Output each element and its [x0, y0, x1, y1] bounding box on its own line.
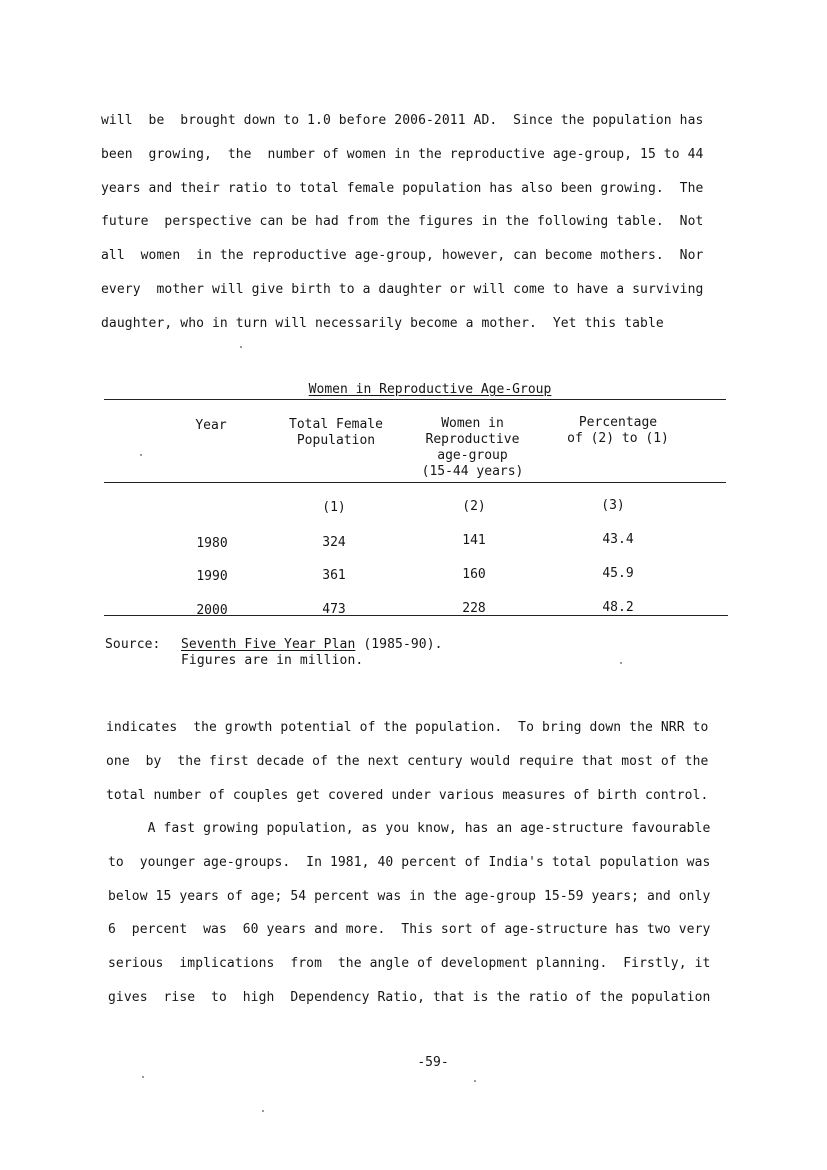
text-line: 6 percent was 60 years and more. This sort of age-structure has two very [108, 922, 711, 937]
text-line: every mother will give birth to a daughter or will come to have a surviving [101, 282, 704, 297]
cell-year: 2000 [196, 603, 228, 618]
header-rule [104, 482, 726, 483]
text-line: will be brought down to 1.0 before 2006-2011 AD. Since the population has [101, 113, 704, 128]
source-years: (1985-90). [355, 637, 443, 652]
table-top-rule [104, 399, 726, 400]
scan-speck [140, 454, 142, 456]
cell-pct: 45.9 [602, 566, 634, 581]
cell-total: 473 [322, 602, 346, 617]
scan-speck [240, 346, 242, 348]
source-citation: Seventh Five Year Plan [181, 637, 356, 652]
text-line: one by the first decade of the next century would require that most of the [106, 754, 709, 769]
header-total-female: Total Female Population [289, 417, 383, 448]
text-line: total number of couples get covered under various measures of birth control. [106, 788, 709, 803]
cell-women: 228 [462, 601, 486, 616]
text-line: future perspective can be had from the figures in the following table. Not [101, 214, 704, 229]
cell-year: 1980 [196, 536, 228, 551]
text-line: serious implications from the angle of development planning. Firstly, it [108, 956, 711, 971]
col-number: (1) [322, 500, 346, 515]
text-line: A fast growing population, as you know, has an age-structure favourable [108, 821, 711, 836]
source-label: Source: [105, 637, 161, 652]
text-line: to younger age-groups. In 1981, 40 percent of India's total population was [108, 855, 711, 870]
scan-speck [620, 662, 622, 664]
cell-pct: 43.4 [602, 532, 634, 547]
text-line: years and their ratio to total female population has also been growing. The [101, 181, 704, 196]
text-line: below 15 years of age; 54 percent was in the age-group 15-59 years; and only [108, 889, 711, 904]
table-title: Women in Reproductive Age-Group [308, 382, 552, 397]
scan-speck [142, 1076, 144, 1078]
scan-speck [474, 1080, 476, 1082]
text-line: daughter, who in turn will necessarily become a mother. Yet this table [101, 316, 664, 331]
cell-total: 324 [322, 535, 346, 550]
table-bottom-rule [104, 615, 728, 616]
col-number: (2) [462, 499, 486, 514]
header-women-reproductive: Women in Reproductive age-group (15-44 years) [421, 416, 524, 479]
cell-pct: 48.2 [602, 600, 634, 615]
text-line: been growing, the number of women in the reproductive age-group, 15 to 44 [101, 147, 704, 162]
page-number: -59- [417, 1055, 449, 1070]
cell-total: 361 [322, 568, 346, 583]
text-line: gives rise to high Dependency Ratio, that is the ratio of the population [108, 990, 711, 1005]
text-line: indicates the growth potential of the population. To bring down the NRR to [106, 720, 709, 735]
header-year: Year [195, 418, 227, 433]
source-units-note: Figures are in million. [181, 653, 364, 668]
source-citation-line [181, 637, 443, 652]
cell-women: 160 [462, 567, 486, 582]
col-number: (3) [601, 498, 625, 513]
header-percentage: Percentage of (2) to (1) [567, 415, 669, 446]
scan-speck [262, 1110, 264, 1112]
cell-women: 141 [462, 533, 486, 548]
cell-year: 1990 [196, 569, 228, 584]
text-line: all women in the reproductive age-group, however, can become mothers. Nor [101, 248, 704, 263]
